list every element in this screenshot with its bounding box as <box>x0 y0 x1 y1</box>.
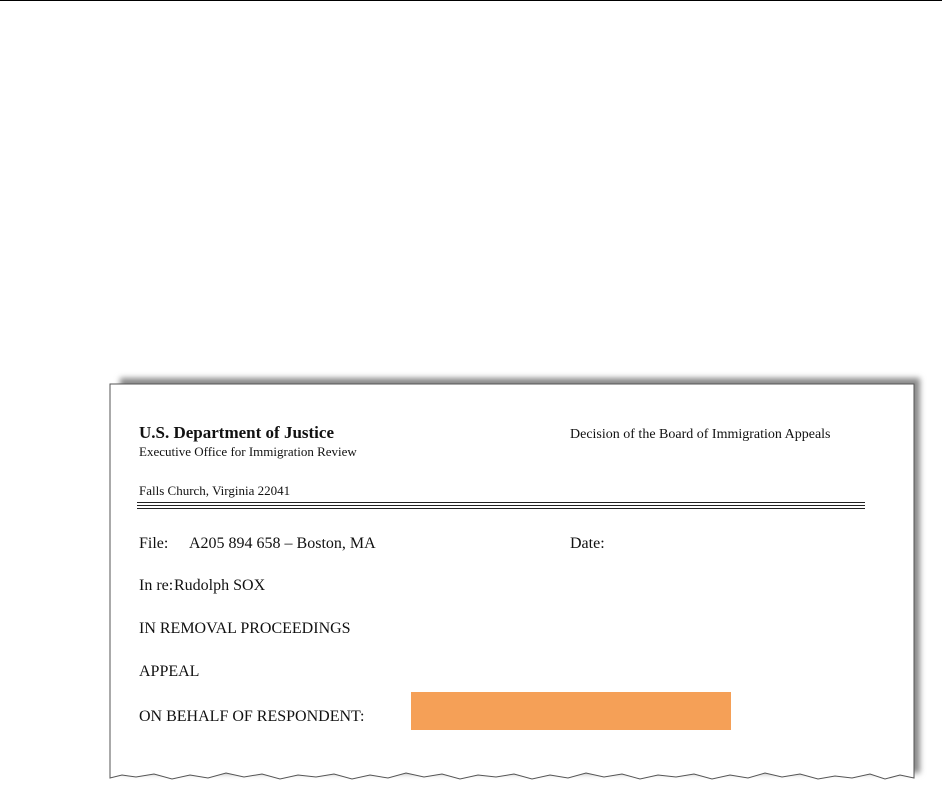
department-title: U.S. Department of Justice <box>139 423 334 442</box>
on-behalf-label: ON BEHALF OF RESPONDENT: <box>139 708 365 725</box>
office-name: Executive Office for Immigration Review <box>139 444 357 459</box>
in-re-label: In re: <box>139 577 174 594</box>
respondent-name: Rudolph SOX <box>174 577 266 594</box>
redaction-box <box>411 692 731 730</box>
decision-title: Decision of the Board of Immigration Appeals <box>570 427 831 442</box>
appeal-label: APPEAL <box>139 663 200 680</box>
file-number: A205 894 658 – Boston, MA <box>189 535 376 552</box>
proceedings-type: IN REMOVAL PROCEEDINGS <box>139 620 351 637</box>
header-divider-line <box>137 505 865 506</box>
header-divider-line <box>137 508 865 509</box>
date-label: Date: <box>570 535 605 552</box>
office-location: Falls Church, Virginia 22041 <box>139 483 291 498</box>
header-divider-line <box>137 502 865 503</box>
file-label: File: <box>139 535 169 552</box>
